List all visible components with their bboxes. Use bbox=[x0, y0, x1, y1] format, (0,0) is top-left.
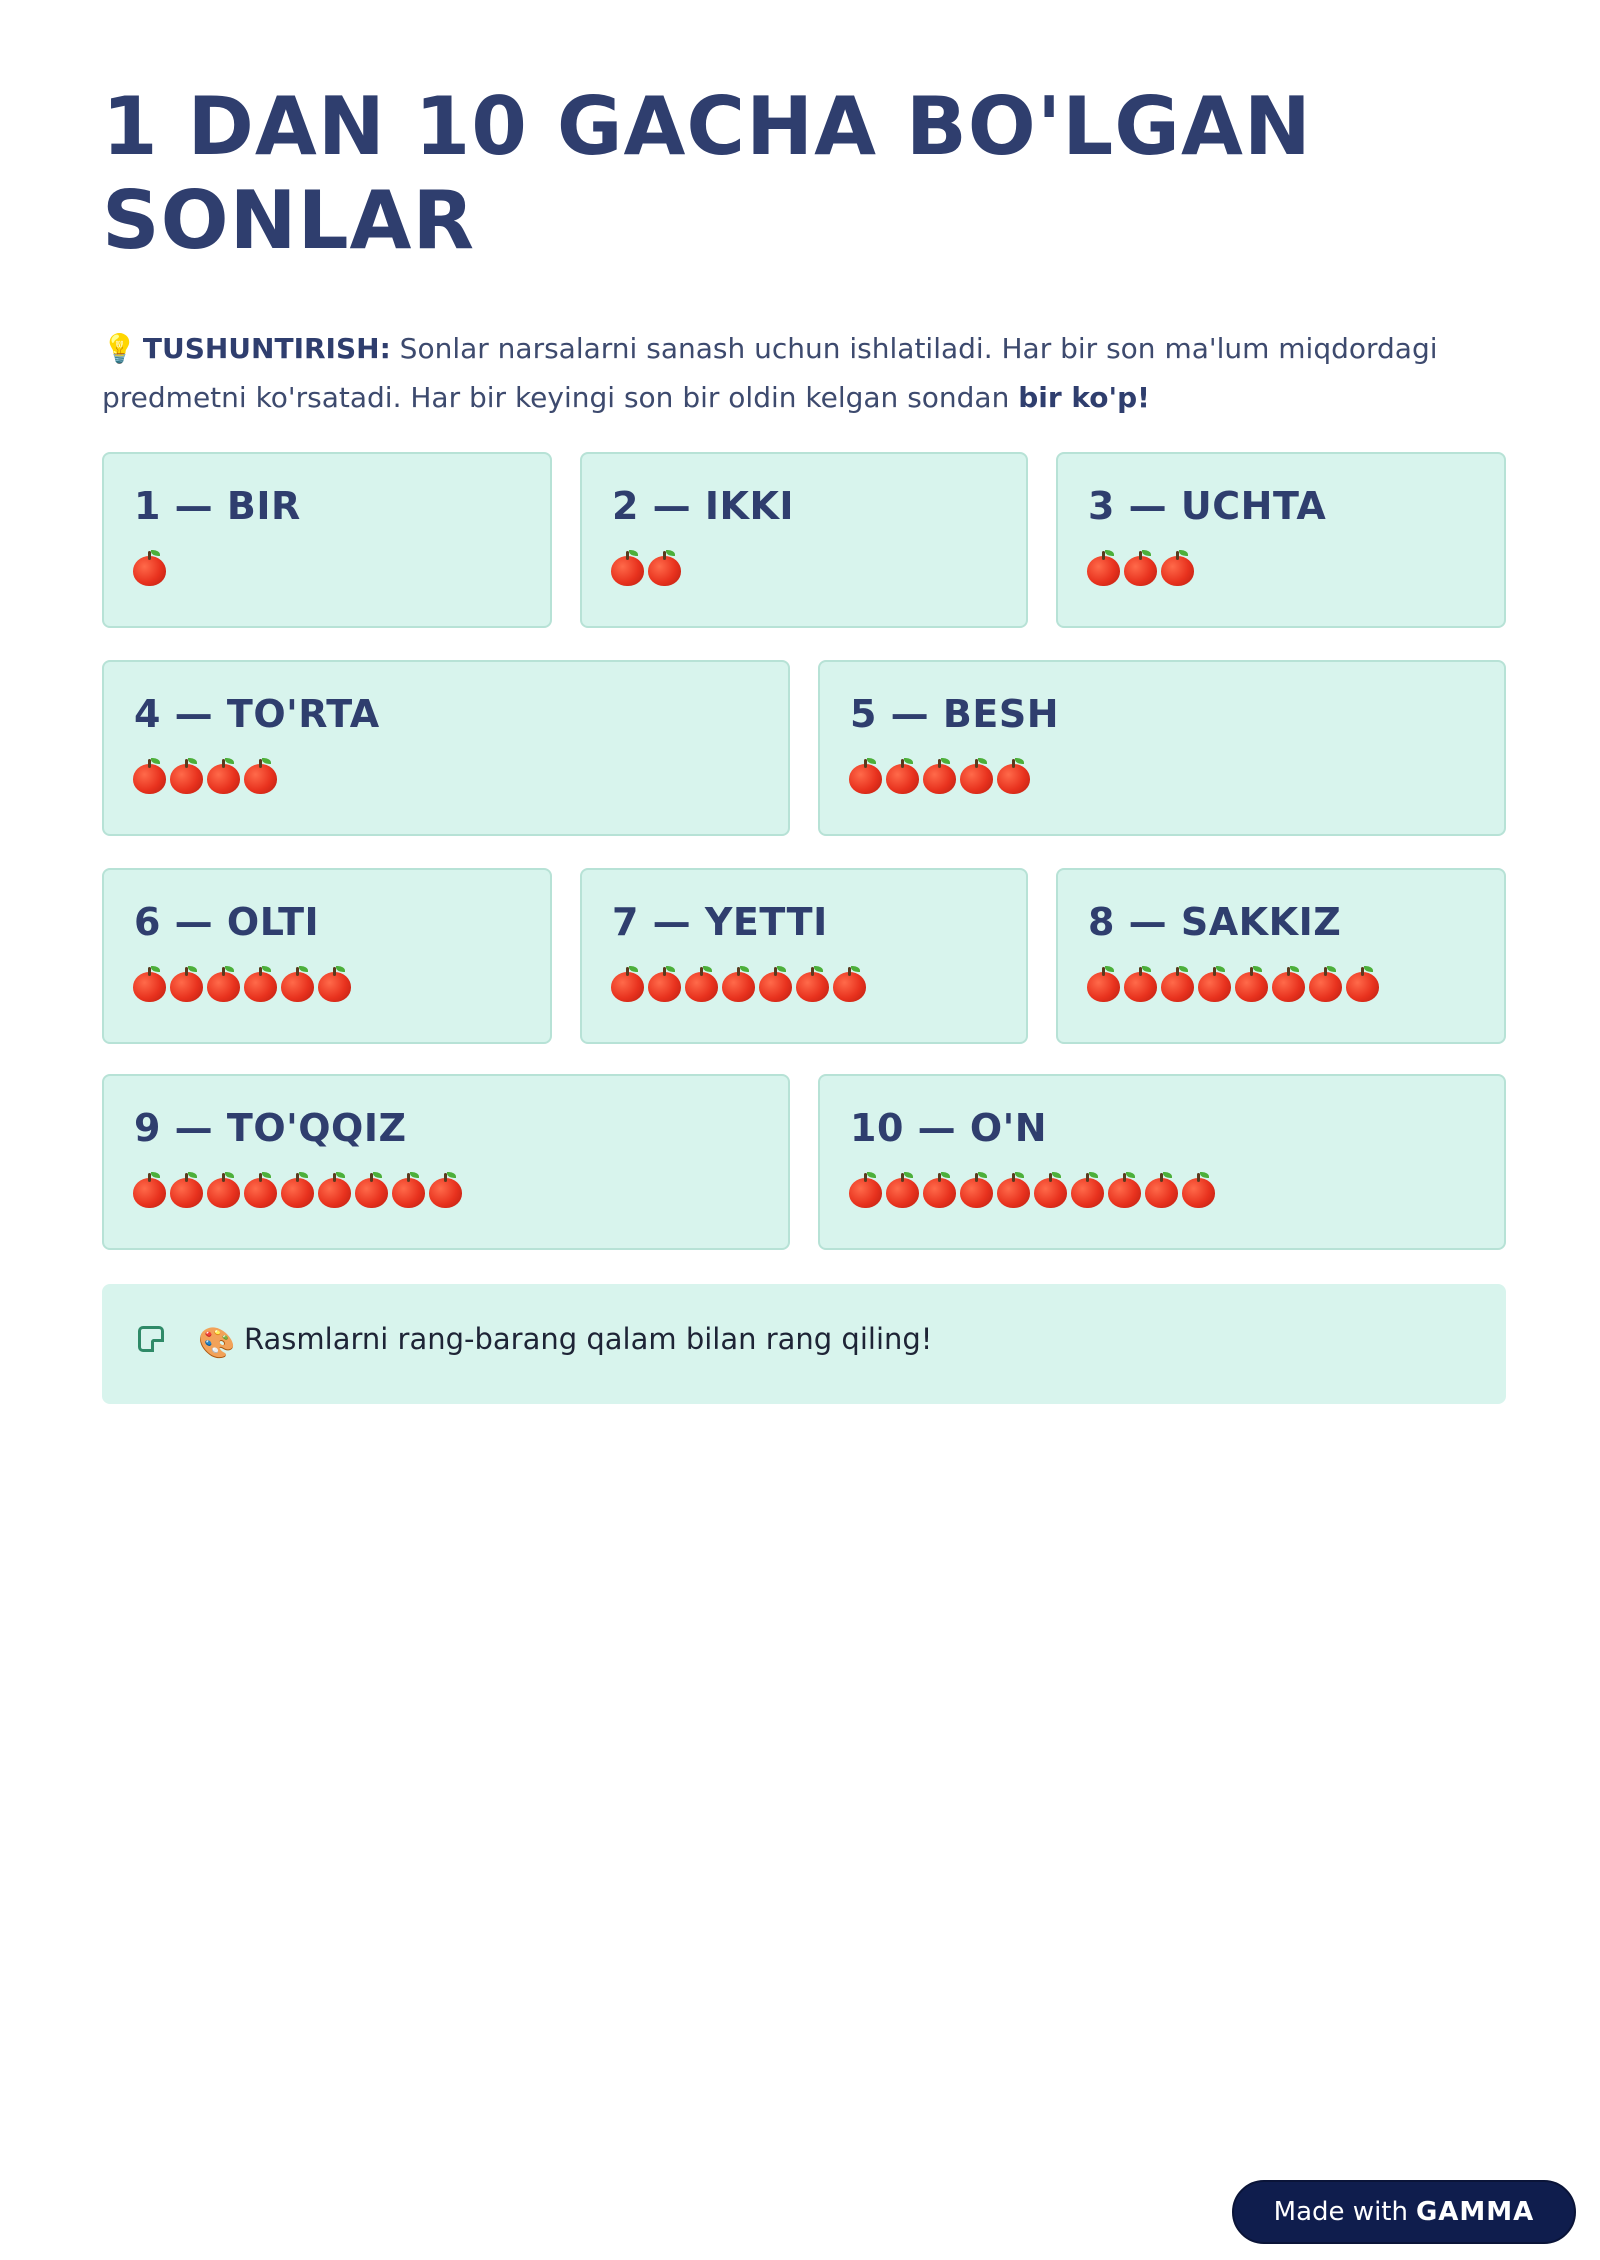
made-with-gamma-badge[interactable] bbox=[1232, 2180, 1576, 2244]
number-card bbox=[818, 660, 1506, 836]
apple-icon bbox=[169, 966, 204, 1002]
apple-icon bbox=[206, 1172, 241, 1208]
card-title: 1 — BIR bbox=[134, 484, 301, 528]
apple-icon bbox=[1123, 966, 1158, 1002]
note-text: Rasmlarni rang-barang qalam bilan rang qiling! bbox=[244, 1322, 933, 1356]
intro-text: Sonlar narsalarni sanash uchun ishlatiladi. Har bir son ma'lum miqdordagi predmetni ko'rsatadi. Har bir keyingi son bir oldin kelgan sondan bbox=[102, 332, 1438, 414]
apple-icon bbox=[1181, 1172, 1216, 1208]
card-title: 2 — IKKI bbox=[612, 484, 795, 528]
apple-row bbox=[132, 966, 352, 1002]
number-card bbox=[818, 1074, 1506, 1250]
apple-icon bbox=[243, 966, 278, 1002]
card-title: 9 — TO'QQIZ bbox=[134, 1106, 407, 1150]
apple-row bbox=[132, 1172, 463, 1208]
apple-icon bbox=[1308, 966, 1343, 1002]
number-card bbox=[102, 1074, 790, 1250]
card-title: 10 — O'N bbox=[850, 1106, 1048, 1150]
apple-icon bbox=[132, 550, 167, 586]
apple-icon bbox=[391, 1172, 426, 1208]
apple-icon bbox=[1123, 550, 1158, 586]
apple-icon bbox=[959, 1172, 994, 1208]
apple-icon bbox=[758, 966, 793, 1002]
apple-icon bbox=[1086, 966, 1121, 1002]
apple-icon bbox=[132, 966, 167, 1002]
apple-icon bbox=[610, 550, 645, 586]
card-title: 3 — UCHTA bbox=[1088, 484, 1327, 528]
apple-icon bbox=[317, 1172, 352, 1208]
apple-icon bbox=[647, 550, 682, 586]
number-card bbox=[580, 868, 1028, 1044]
apple-icon bbox=[832, 966, 867, 1002]
apple-icon bbox=[647, 966, 682, 1002]
note-box bbox=[102, 1284, 1506, 1404]
apple-row bbox=[610, 550, 682, 586]
apple-row bbox=[1086, 550, 1195, 586]
apple-icon bbox=[206, 758, 241, 794]
intro-label: TUSHUNTIRISH: bbox=[142, 332, 391, 365]
apple-icon bbox=[1234, 966, 1269, 1002]
apple-row bbox=[848, 1172, 1216, 1208]
apple-icon bbox=[922, 1172, 957, 1208]
apple-icon bbox=[132, 1172, 167, 1208]
apple-icon bbox=[169, 1172, 204, 1208]
apple-icon bbox=[206, 966, 241, 1002]
number-card bbox=[102, 660, 790, 836]
number-card bbox=[102, 452, 552, 628]
apple-icon bbox=[280, 1172, 315, 1208]
apple-icon bbox=[1033, 1172, 1068, 1208]
apple-icon bbox=[428, 1172, 463, 1208]
apple-row bbox=[610, 966, 867, 1002]
gamma-logo: GAMMA bbox=[1415, 2197, 1535, 2227]
card-title: 7 — YETTI bbox=[612, 900, 828, 944]
apple-icon bbox=[795, 966, 830, 1002]
apple-icon bbox=[1144, 1172, 1179, 1208]
apple-icon bbox=[132, 758, 167, 794]
intro-emphasis: bir ko'p! bbox=[1018, 381, 1150, 414]
palette-icon: 🎨 bbox=[198, 1326, 236, 1361]
number-card bbox=[580, 452, 1028, 628]
apple-icon bbox=[1271, 966, 1306, 1002]
apple-icon bbox=[996, 758, 1031, 794]
number-card bbox=[1056, 868, 1506, 1044]
apple-icon bbox=[243, 1172, 278, 1208]
apple-icon bbox=[922, 758, 957, 794]
apple-icon bbox=[1160, 550, 1195, 586]
apple-row bbox=[848, 758, 1031, 794]
badge-made-with-label: Made with bbox=[1273, 2197, 1408, 2227]
apple-icon bbox=[354, 1172, 389, 1208]
apple-icon bbox=[684, 966, 719, 1002]
apple-icon bbox=[885, 758, 920, 794]
intro-paragraph bbox=[102, 324, 1502, 422]
apple-icon bbox=[1197, 966, 1232, 1002]
apple-icon bbox=[280, 966, 315, 1002]
note-icon bbox=[138, 1326, 164, 1352]
number-card bbox=[102, 868, 552, 1044]
apple-icon bbox=[1160, 966, 1195, 1002]
card-title: 4 — TO'RTA bbox=[134, 692, 380, 736]
apple-icon bbox=[885, 1172, 920, 1208]
apple-row bbox=[1086, 966, 1380, 1002]
lightbulb-icon: 💡 bbox=[102, 332, 137, 365]
apple-icon bbox=[721, 966, 756, 1002]
apple-icon bbox=[169, 758, 204, 794]
apple-icon bbox=[610, 966, 645, 1002]
number-card bbox=[1056, 452, 1506, 628]
apple-icon bbox=[1086, 550, 1121, 586]
apple-icon bbox=[959, 758, 994, 794]
apple-row bbox=[132, 758, 278, 794]
apple-icon bbox=[848, 758, 883, 794]
apple-icon bbox=[1070, 1172, 1105, 1208]
apple-icon bbox=[243, 758, 278, 794]
card-title: 5 — BESH bbox=[850, 692, 1059, 736]
apple-icon bbox=[996, 1172, 1031, 1208]
card-title: 6 — OLTI bbox=[134, 900, 320, 944]
page-title: 1 DAN 10 GACHA BO'LGAN SONLAR bbox=[102, 80, 1312, 267]
card-title: 8 — SAKKIZ bbox=[1088, 900, 1342, 944]
apple-icon bbox=[848, 1172, 883, 1208]
apple-icon bbox=[317, 966, 352, 1002]
apple-icon bbox=[1345, 966, 1380, 1002]
apple-icon bbox=[1107, 1172, 1142, 1208]
apple-row bbox=[132, 550, 167, 586]
